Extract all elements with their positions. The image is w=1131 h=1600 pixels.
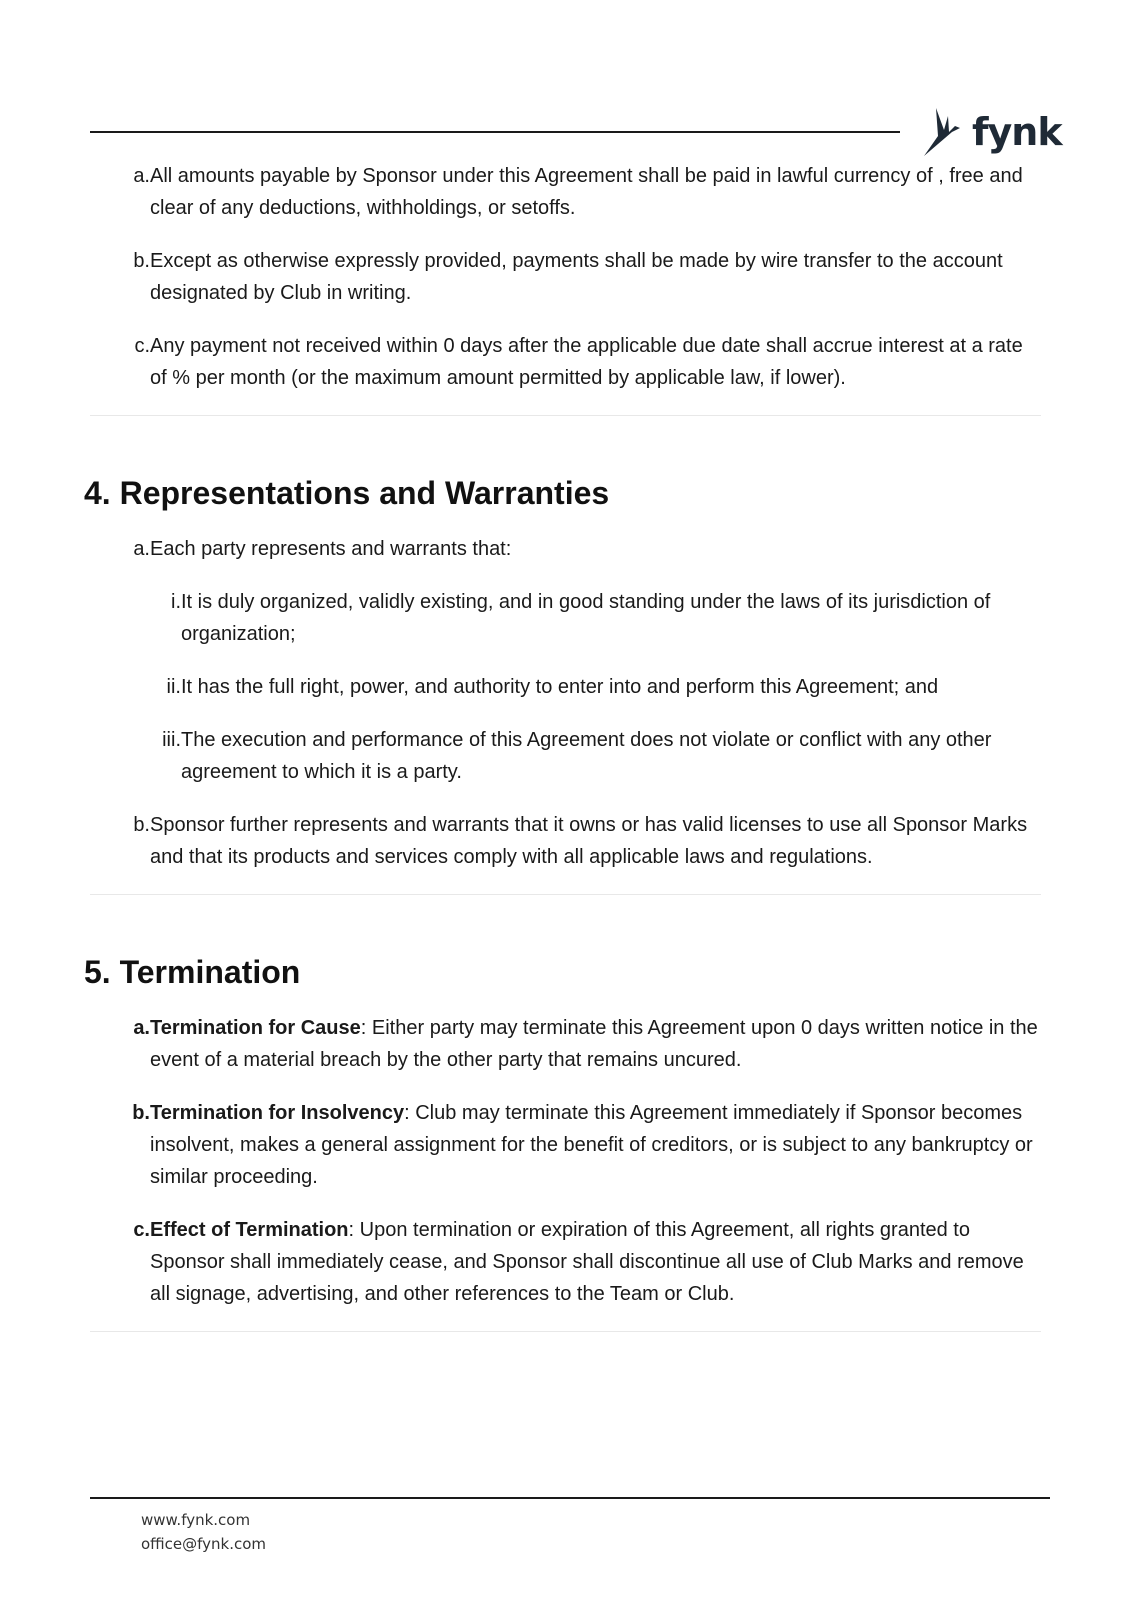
bird-logo-icon	[922, 106, 966, 158]
payment-terms-list	[0, 160, 1131, 394]
list-item: a. All amounts payable by Sponsor under this Agreement shall be paid in lawful currency of , free and clear of any deductions, withholdings, or setoffs.	[133, 165, 1023, 219]
footer-divider	[90, 1497, 1050, 1499]
sub-list-item: i. It is duly organized, validly existing, and in good standing under the laws of its jurisdiction of organization;	[171, 591, 991, 645]
list-item: b. Sponsor further represents and warrants that it owns or has valid licenses to use all Sponsor Marks and that its products and services comply with all applicable laws and regulations.	[133, 814, 1028, 868]
section-heading-representations: 4. Representations and Warranties	[84, 475, 610, 511]
termination-list	[0, 1012, 1131, 1310]
footer	[141, 1508, 266, 1556]
representations-list	[0, 533, 1131, 873]
sub-list-item: ii. It has the full right, power, and authority to enter into and perform this Agreement; and	[166, 676, 939, 698]
document-body	[0, 160, 1131, 1332]
footer-email-link[interactable]: office@fynk.com	[141, 1535, 267, 1553]
list-item: c. Any payment not received within 0 days after the applicable due date shall accrue interest at a rate of % per month (or the maximum amount permitted by applicable law, if lower).	[134, 335, 1023, 389]
footer-website-link[interactable]: www.fynk.com	[141, 1511, 251, 1529]
section-heading-termination: 5. Termination	[84, 954, 301, 990]
list-item: c. Effect of Termination: Upon termination or expiration of this Agreement, all rights granted to Sponsor shall immediately cease, and Sponsor shall discontinue all use of Club Marks and remove all signage, advertising, and other references to the Team or Club.	[133, 1219, 1024, 1305]
sub-list-item: iii. The execution and performance of this Agreement does not violate or conflict with any other agreement to which it is a party.	[162, 729, 992, 783]
header-divider	[90, 131, 900, 133]
section-divider	[90, 1331, 1041, 1332]
fynk-logo	[922, 104, 1062, 160]
list-item: b. Except as otherwise expressly provided, payments shall be made by wire transfer to the account designated by Club in writing.	[133, 250, 1003, 304]
section-divider	[90, 415, 1041, 416]
list-item: a. Each party represents and warrants that:	[133, 538, 512, 560]
list-item: b. Termination for Insolvency: Club may terminate this Agreement immediately if Sponsor becomes insolvent, makes a general assignment for the benefit of creditors, or is subject to any bankruptcy or similar proceeding.	[132, 1102, 1033, 1188]
list-item: a. Termination for Cause: Either party may terminate this Agreement upon 0 days written notice in the event of a material breach by the other party that remains uncured.	[133, 1017, 1038, 1071]
section-divider	[90, 894, 1041, 895]
logo-wordmark: fynk	[972, 110, 1062, 154]
